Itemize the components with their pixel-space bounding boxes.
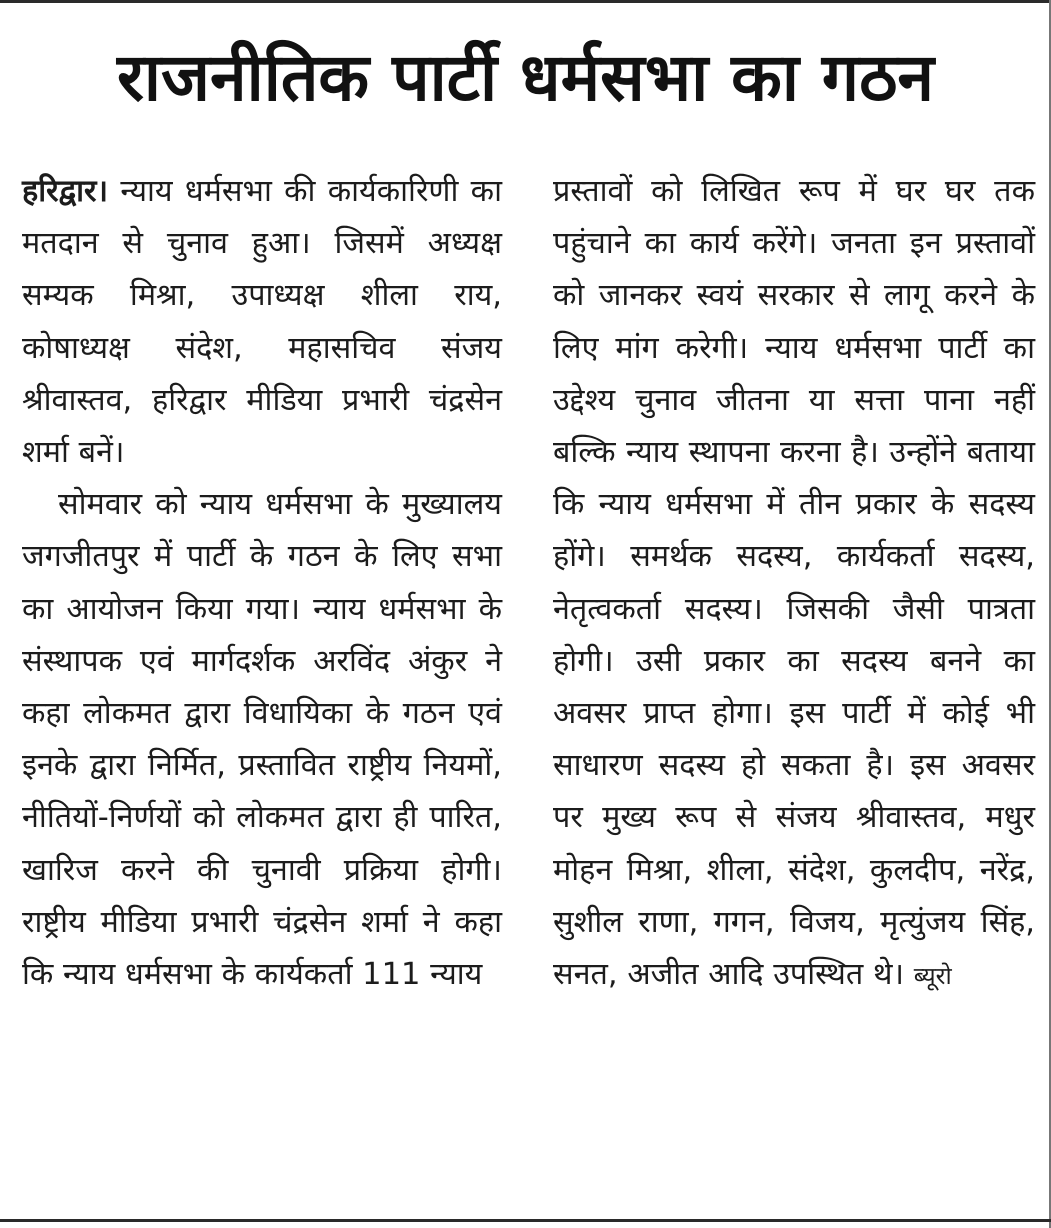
byline: ब्यूरो [913, 962, 952, 991]
paragraph-intro [22, 166, 502, 479]
paragraph-1-text: न्याय धर्मसभा की कार्यकारिणी का मतदान से चुनाव हुआ। जिसमें अध्यक्ष सम्यक मिश्रा, उपाध्यक्ष शीला राय, कोषाध्यक्ष संदेश, महासचिव संजय श्रीवास्तव, हरिद्वार मीडिया प्रभारी चंद्रसेन शर्मा बनें। [22, 174, 502, 471]
article-column-right [553, 166, 1035, 1002]
paragraph-2: सोमवार को न्याय धर्मसभा के मुख्यालय जगजीतपुर में पार्टी के गठन के लिए सभा का आयोजन किया गया। न्याय धर्मसभा के संस्थापक एवं मार्गदर्शक अरविंद अंकुर ने कहा लोकमत द्वारा विधायिका के गठन एवं इनके द्वारा निर्मित, प्रस्तावित राष्ट्रीय नियमों, नीतियों-निर्णयों को लोकमत द्वारा ही पारित, खारिज करने की चुनावी प्रक्रिया होगी। राष्ट्रीय मीडिया प्रभारी चंद्रसेन शर्मा ने कहा कि न्याय धर्मसभा के कार्यकर्ता 111 न्याय [22, 487, 502, 993]
dateline: हरिद्वार। [22, 174, 109, 209]
bottom-border-rule [0, 1219, 1051, 1222]
paragraph-3-text: प्रस्तावों को लिखित रूप में घर घर तक पहुंचाने का कार्य करेंगे। जनता इन प्रस्तावों को जानकर स्वयं सरकार से लागू करने के लिए मांग करेगी। न्याय धर्मसभा पार्टी का उद्देश्य चुनाव जीतना या सत्ता पाना नहीं बल्कि न्याय स्थापना करना है। उन्होंने बताया कि न्याय धर्मसभा में तीन प्रकार के सदस्य होंगे। समर्थक सदस्य, कार्यकर्ता सदस्य, नेतृत्वकर्ता सदस्य। जिसकी जैसी पात्रता होगी। उसी प्रकार का सदस्य बनने का अवसर प्राप्त होगा। इस पार्टी में कोई भी साधारण सदस्य हो सकता है। इस अवसर पर मुख्य रूप से संजय श्रीवास्तव, मधुर मोहन मिश्रा, शीला, संदेश, कुलदीप, नरेंद्र, सुशील राणा, गगन, विजय, मृत्युंजय सिंह, सनत, अजीत आदि उपस्थित थे। [553, 174, 1035, 993]
paragraph-3 [553, 166, 1035, 1002]
top-border-rule [0, 0, 1051, 3]
article-column-left [22, 166, 502, 1001]
headline: राजनीतिक पार्टी धर्मसभा का गठन [116, 39, 935, 116]
